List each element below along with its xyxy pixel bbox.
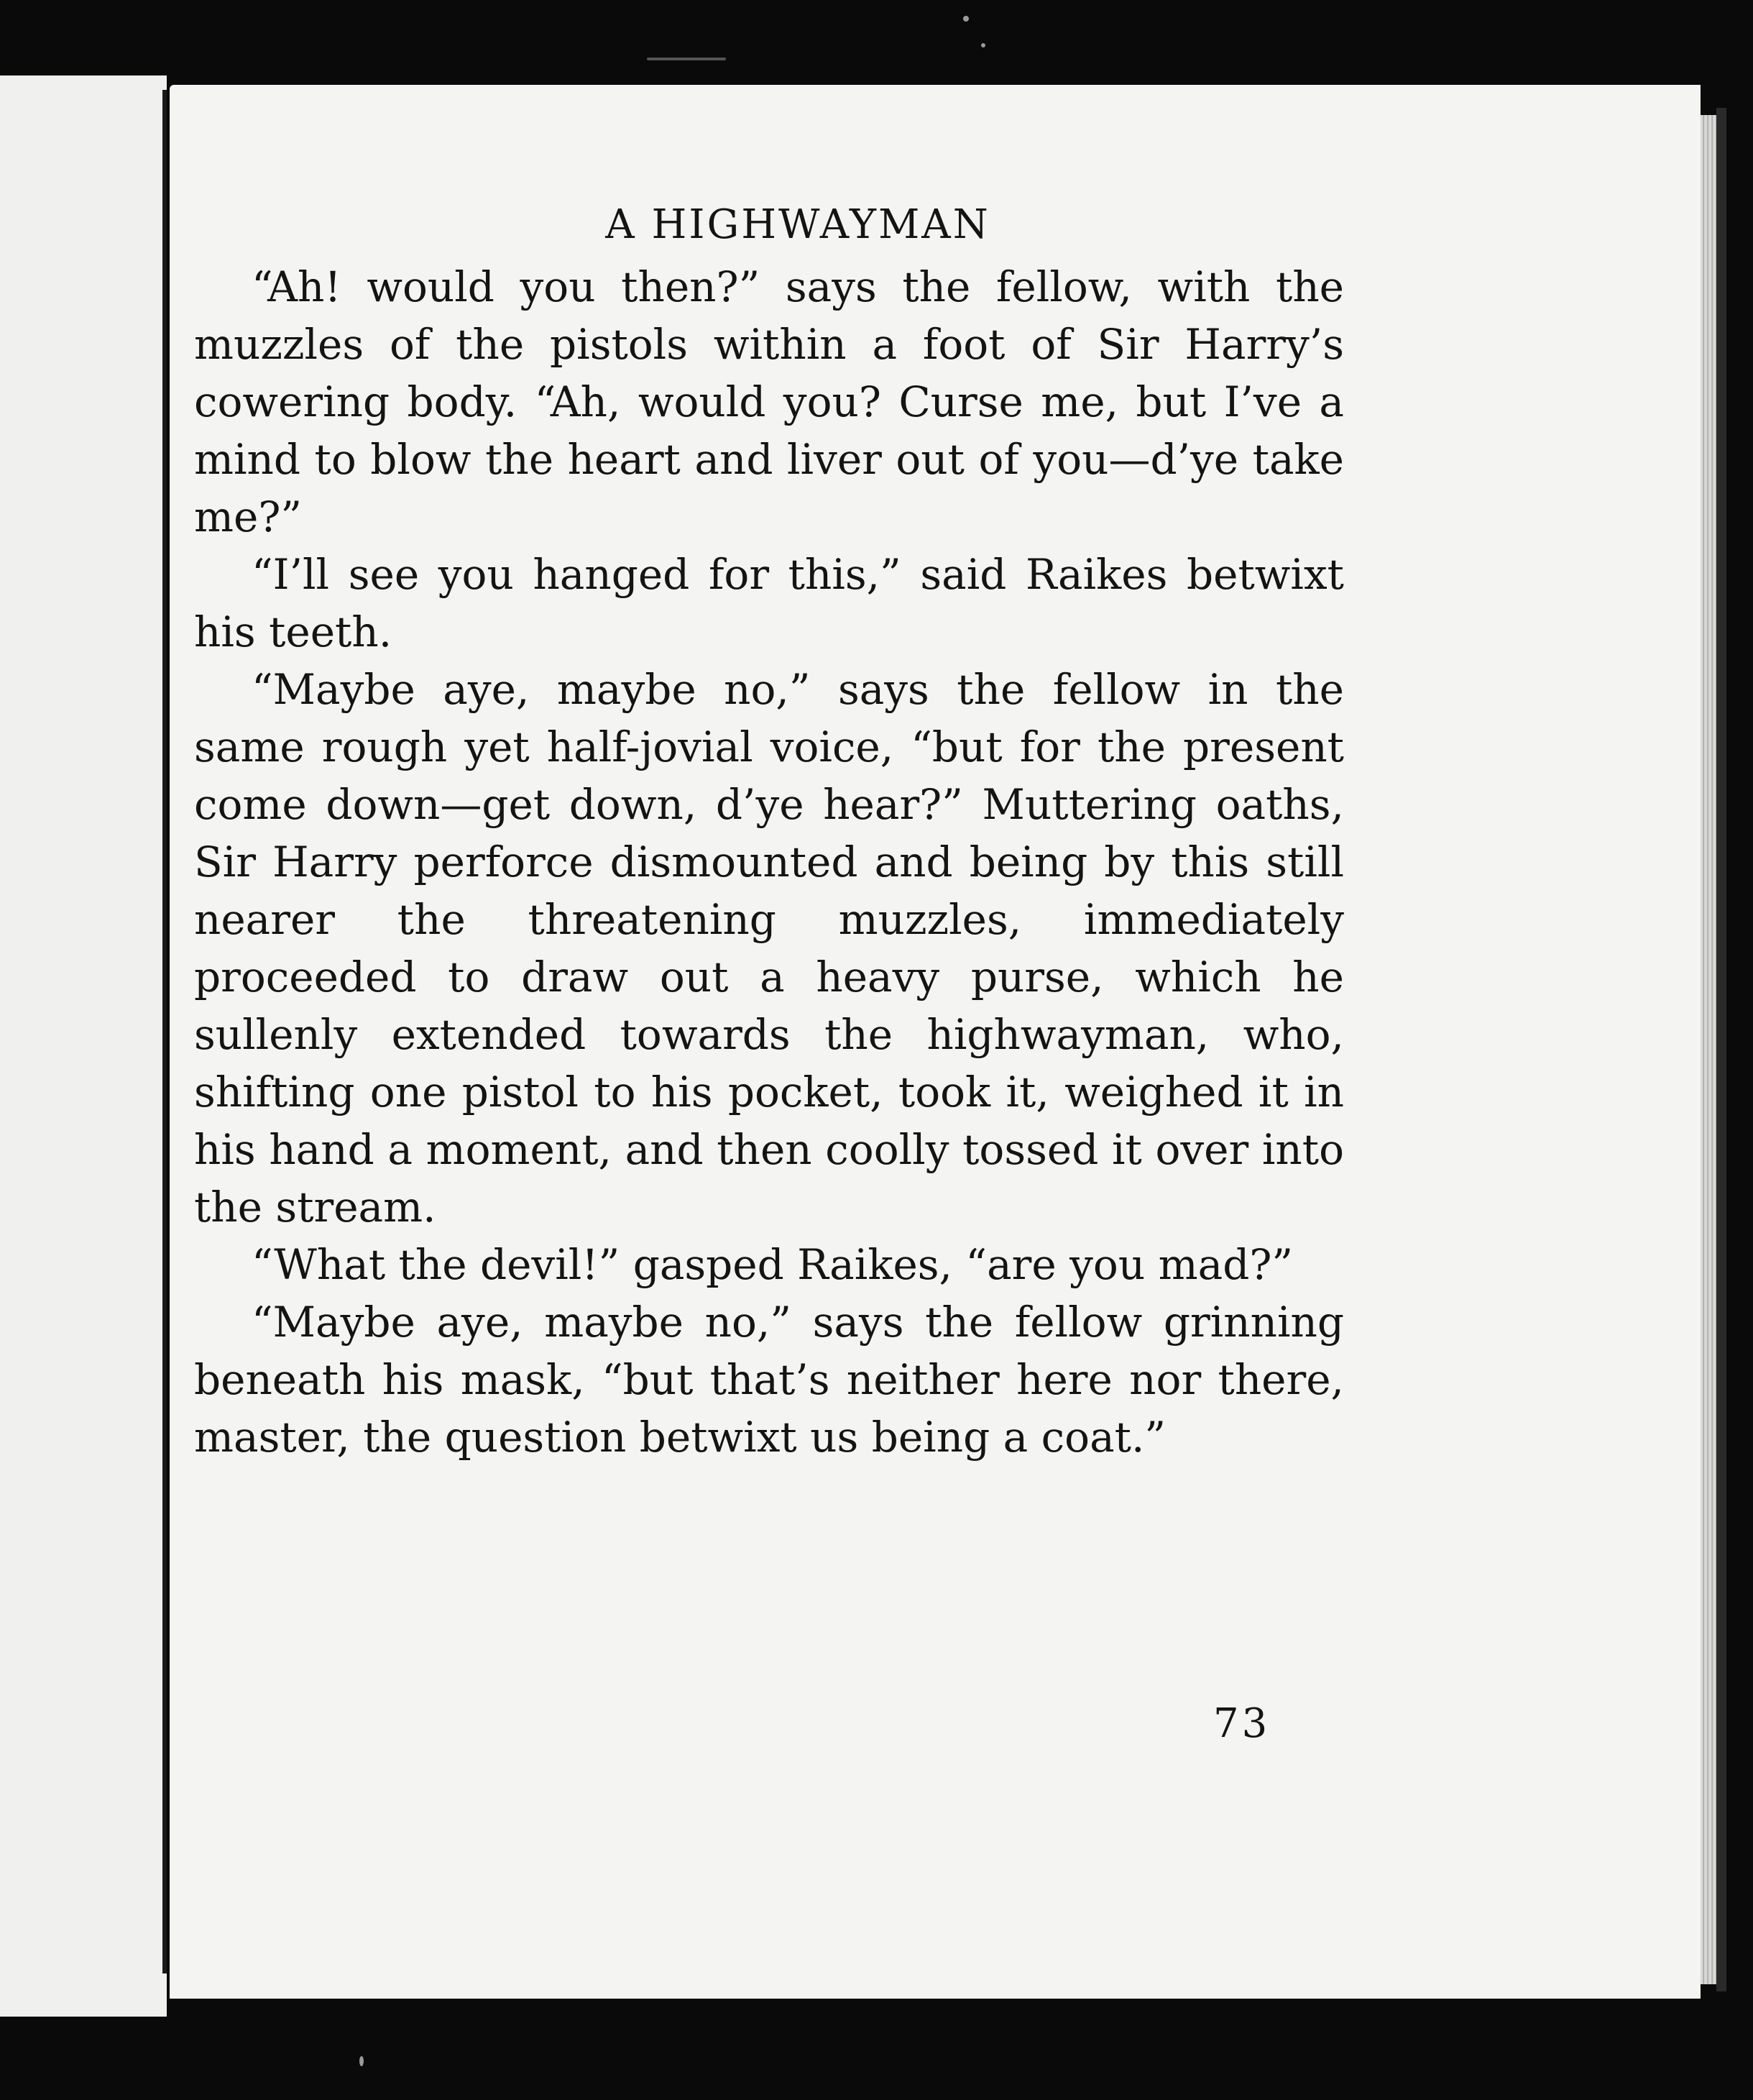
running-head: A HIGHWAYMAN: [605, 201, 990, 248]
paragraph-5: “Maybe aye, maybe no,” says the fellow grinning beneath his mask, “but that’s neither here nor there, master, the question betwixt us being a coat.”: [194, 1298, 1344, 1462]
paragraph-4: “What the devil!” gasped Raikes, “are you mad?”: [252, 1240, 1294, 1289]
paragraph-1: “Ah! would you then?” says the fellow, with the muzzles of the pistols within a foot of Sir Harry’s cowering body. “Ah, would you? Curse me, but I’ve a mind to blow the heart and liver out of you—d’ye take me?”: [194, 262, 1344, 541]
dust-speck: [981, 43, 985, 47]
facing-page-edge: [0, 75, 167, 2017]
page-edges: [1701, 115, 1716, 1984]
page-number: 73: [1213, 1700, 1271, 1747]
dust-speck: [647, 58, 726, 60]
paragraph-3: “Maybe aye, maybe no,” says the fellow in the same rough yet half-jovial voice, “but for the present come down—get down, d’ye hear?” Muttering oaths, Sir Harry perforce dismounted and being by this still nearer the threatening muzzles, immediately proceeded to draw out a heavy purse, which he sullenly extended towards the highwayman, who, shifting one pistol to his pocket, took it, weighed it in his hand a moment, and then coolly tossed it over into the stream.: [194, 665, 1344, 1232]
page-text: [194, 201, 1344, 1466]
cover-shadow: [1716, 108, 1726, 1991]
dust-speck: [359, 2056, 364, 2066]
gutter-line: [162, 90, 167, 1973]
dust-speck: [963, 16, 969, 22]
paragraph-2: “I’ll see you hanged for this,” said Raikes betwixt his teeth.: [194, 550, 1344, 656]
